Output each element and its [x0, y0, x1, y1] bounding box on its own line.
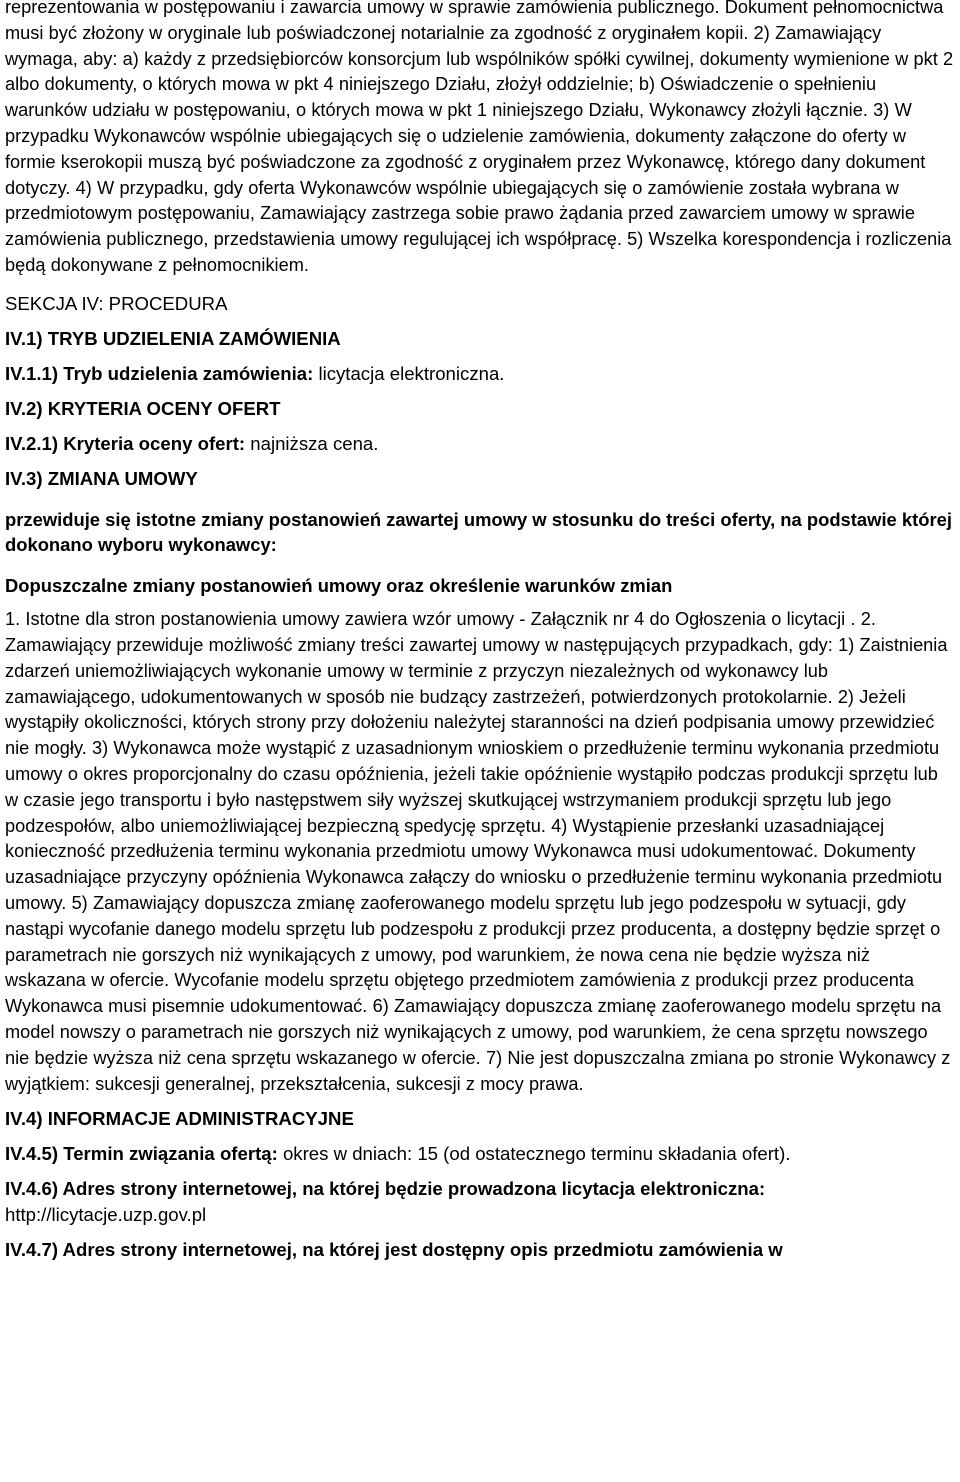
field-label: IV.4.6) Adres strony internetowej, na której będzie prowadzona licytacja elektroniczna:: [5, 1178, 766, 1200]
field-value: okres w dniach: 15 (od ostatecznego terminu składania ofert).: [277, 1143, 791, 1165]
field-label: IV.2.1) Kryteria oceny ofert:: [5, 432, 246, 454]
contract-change-statement: przewiduje się istotne zmiany postanowień zawartej umowy w stosunku do treści oferty, na podstawie której dokonano wyboru wykonawcy:: [5, 508, 952, 556]
section-title: SEKCJA IV: PROCEDURA: [5, 292, 228, 314]
field-value: licytacja elektroniczna.: [313, 362, 505, 384]
heading-iv-4: IV.4) INFORMACJE ADMINISTRACYJNE: [5, 1108, 354, 1130]
field-iv-4-7: [5, 1237, 954, 1263]
intro-paragraph: reprezentowania w postępowaniu i zawarcia umowy w sprawie zamówienia publicznego. Dokument pełnomocnictwa musi być złożony w oryginale lub poświadczonej notarialnie za zgodność z oryginałem kopii. 2) Zamawiający wymaga, aby: a) każdy z przedsiębiorców konsorcjum lub wspólników spółki cywilnej, dokumenty wymienione w pkt 2 albo dokumenty, o których mowa w pkt 4 niniejszego Działu, złożył oddzielnie; b) Oświadczenie o spełnieniu warunków udziału w postępowaniu, o których mowa w pkt 1 niniejszego Działu, Wykonawcy złożyli łącznie. 3) W przypadku Wykonawców wspólnie ubiegających się o udzielenie zamówienia, dokumenty załączone do oferty w formie kserokopii muszą być poświadczone za zgodność z oryginałem przez Wykonawcę, którego dany dokument dotyczy. 4) W przypadku, gdy oferta Wykonawców wspólnie ubiegających się o zamówienie została wybrana w przedmiotowym postępowaniu, Zamawiający zastrzega sobie prawo żądania przed zawarciem umowy w sprawie zamówienia publicznego, przedstawienia umowy regulującej ich współpracę. 5) Wszelka korespondencja i rozliczenia będą dokonywane z pełnomocnikiem.: [5, 0, 954, 275]
auction-url: http://licytacje.uzp.gov.pl: [5, 1204, 207, 1226]
field-label: IV.4.7) Adres strony internetowej, na której jest dostępny opis przedmiotu zamówienia w: [5, 1239, 783, 1261]
contract-change-subheading: Dopuszczalne zmiany postanowień umowy oraz określenie warunków zmian: [5, 574, 673, 596]
field-label: IV.1.1) Tryb udzielenia zamówienia:: [5, 362, 314, 384]
contract-change-paragraph: 1. Istotne dla stron postanowienia umowy zawiera wzór umowy - Załącznik nr 4 do Ogłoszenia o licytacji . 2. Zamawiający przewiduje możliwość zmiany treści zawartej umowy w następujących przypadkach, gdy: 1) Zaistnienia zdarzeń uniemożliwiających wykonanie umowy w terminie z przyczyn niezależnych od wykonawcy lub zamawiającego, udokumentowanych w sposób nie budzący zastrzeżeń, potwierdzonych protokolarnie. 2) Jeżeli wystąpiły okoliczności, których strony przy dołożeniu należytej staranności na dzień podpisania umowy przewidzieć nie mogły. 3) Wykonawca może wystąpić z uzasadnionym wnioskiem o przedłużenie terminu wykonania przedmiotu umowy o okres proporcjonalny do czasu opóźnienia, jeżeli takie opóźnienie wystąpiło podczas produkcji sprzętu lub w czasie jego transportu i było następstwem siły wyższej skutkującej wstrzymaniem produkcji sprzętu lub jego podzespołów, albo uniemożliwiającej bezpieczną spedycję sprzętu. 4) Wystąpienie przesłanki uzasadniającej konieczność przedłużenia terminu wykonania przedmiotu umowy Wykonawca musi udokumentować. Dokumenty uzasadniające przyczyny opóźnienia Wykonawca załączy do wniosku o przedłużenie terminu wykonania przedmiotu umowy. 5) Zamawiający dopuszcza zmianę zaoferowanego modelu sprzętu lub jego podzespołu w sytuacji, gdy nastąpi wycofanie danego modelu sprzętu lub podzespołu z produkcji przez producenta, a dostępny będzie sprzęt o parametrach nie gorszych niż wynikających z umowy, pod warunkiem, że nowa cena nie będzie wyższa niż wskazana w ofercie. Wycofanie modelu sprzętu objętego przedmiotem zamówienia z produkcji przez producenta Wykonawca musi pisemnie udokumentować. 6) Zamawiający dopuszcza zmianę zaoferowanego modelu sprzętu na model nowszy o parametrach nie gorszych niż wynikających z umowy, pod warunkiem, że cena sprzętu nowszego nie będzie wyższa niż cena sprzętu wskazanego w ofercie. 7) Nie jest dopuszczalna zmiana po stronie Wykonawcy z wyjątkiem: sukcesji generalnej, przekształcenia, sukcesji z mocy prawa.: [5, 609, 951, 1094]
field-iv-4-5: [5, 1141, 954, 1167]
field-iv-1-1: [5, 361, 954, 387]
field-value: najniższa cena.: [245, 432, 379, 454]
heading-iv-1: IV.1) TRYB UDZIELENIA ZAMÓWIENIA: [5, 327, 341, 349]
heading-iv-3: IV.3) ZMIANA UMOWY: [5, 467, 198, 489]
heading-iv-2: IV.2) KRYTERIA OCENY OFERT: [5, 397, 281, 419]
field-iv-4-6: [5, 1176, 954, 1202]
field-iv-2-1: [5, 431, 954, 457]
field-label: IV.4.5) Termin związania ofertą:: [5, 1143, 278, 1165]
